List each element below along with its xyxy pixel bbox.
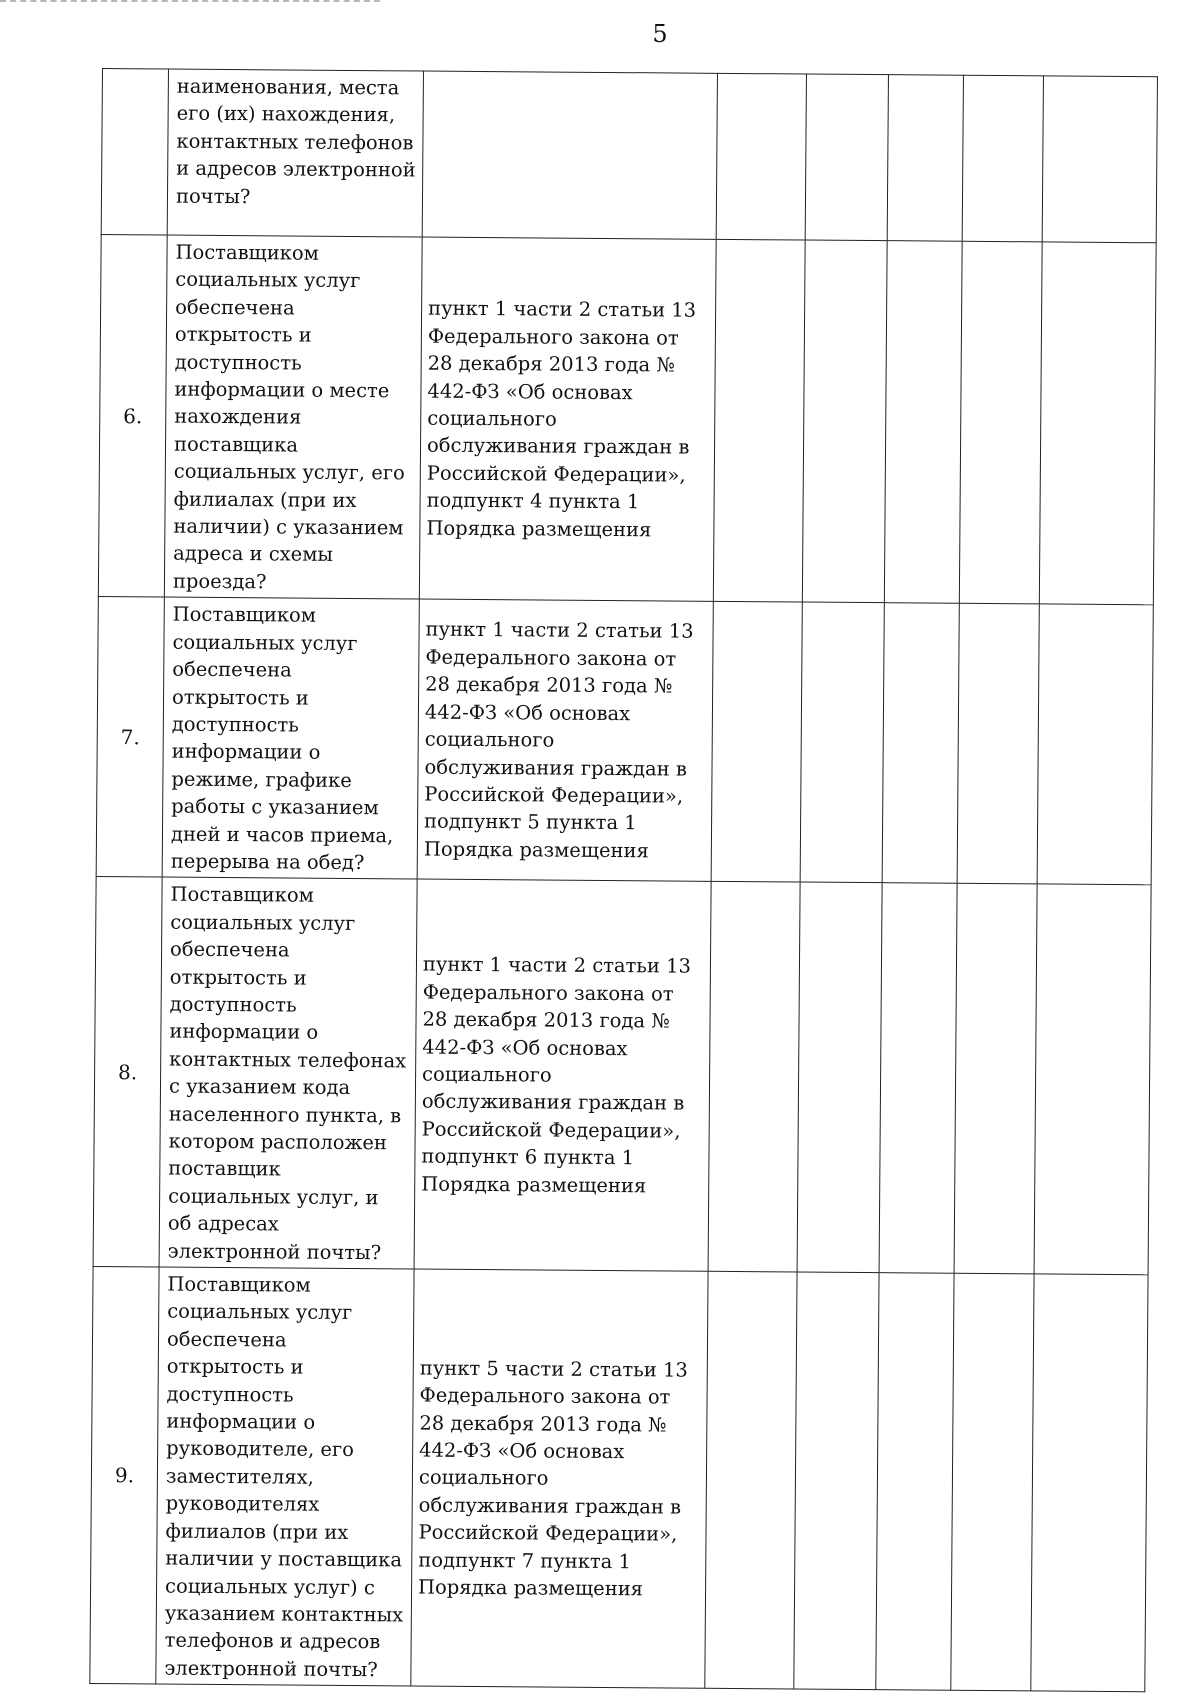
answer-cell xyxy=(879,883,957,1273)
answer-cell xyxy=(884,241,962,604)
answer-cell xyxy=(954,884,1037,1274)
legal-reference-cell xyxy=(422,71,717,239)
row-number: 8. xyxy=(93,877,162,1267)
question-cell: Поставщиком социальных услуг обеспечена открытость и доступность информации о месте нахождения поставщика социальных услуг, его филиалах (при их наличии) с указанием адреса и схемы проезда? xyxy=(164,235,422,599)
row-number: 9. xyxy=(90,1266,159,1684)
notes-cell xyxy=(1039,242,1156,605)
answer-cell xyxy=(962,75,1043,242)
question-cell: Поставщиком социальных услуг обеспечена открытость и доступность информации о режиме, графике работы с указанием дней и часов приема, перерыва на обед? xyxy=(162,597,419,879)
answer-cell xyxy=(959,241,1042,604)
answer-cell xyxy=(705,1271,797,1689)
row-number xyxy=(101,69,168,236)
page-number: 5 xyxy=(652,20,668,48)
answer-cell xyxy=(711,602,802,883)
answer-cell xyxy=(887,75,963,242)
answer-cell xyxy=(708,882,800,1272)
row-number: 6. xyxy=(98,234,167,597)
table-row xyxy=(90,1266,1148,1691)
row-number: 7. xyxy=(96,597,164,878)
answer-cell xyxy=(800,602,884,883)
answer-cell xyxy=(805,74,888,241)
answer-cell xyxy=(716,73,806,240)
table-row xyxy=(96,597,1153,885)
answer-cell xyxy=(876,1273,954,1691)
answer-cell xyxy=(794,1272,879,1690)
answer-cell xyxy=(951,1273,1034,1691)
answer-cell xyxy=(882,603,959,884)
table-row xyxy=(98,234,1156,605)
legal-reference-cell: пункт 1 части 2 статьи 13 Федерального закона от 28 декабря 2013 года № 442-ФЗ «Об основах социального обслуживания граждан в Российской Федерации», подпункт 5 пункта 1 Порядка размещения xyxy=(417,599,713,881)
answer-cell xyxy=(802,240,887,603)
legal-reference-cell: пункт 1 части 2 статьи 13 Федерального закона от 28 декабря 2013 года № 442-ФЗ «Об основах социального обслуживания граждан в Российской Федерации», подпункт 4 пункта 1 Порядка размещения xyxy=(419,237,716,602)
question-cell: Поставщиком социальных услуг обеспечена открытость и доступность информации о руководителе, его заместителях, руководителях филиалов (при их наличии у поставщика социальных услуг) с указанием контактных телефонов и адресов электронной почты? xyxy=(156,1267,414,1686)
notes-cell xyxy=(1042,76,1157,243)
legal-reference-cell: пункт 5 части 2 статьи 13 Федерального закона от 28 декабря 2013 года № 442-ФЗ «Об основах социального обслуживания граждан в Российской Федерации», подпункт 7 пункта 1 Порядка размещения xyxy=(411,1269,708,1688)
notes-cell xyxy=(1037,604,1153,885)
notes-cell xyxy=(1031,1274,1148,1692)
answer-cell xyxy=(957,604,1039,885)
table-row xyxy=(101,69,1157,243)
notes-cell xyxy=(1034,884,1151,1275)
answer-cell xyxy=(797,882,882,1272)
answer-cell xyxy=(713,239,805,602)
legal-reference-cell: пункт 1 части 2 статьи 13 Федерального закона от 28 декабря 2013 года № 442-ФЗ «Об основах социального обслуживания граждан в Российской Федерации», подпункт 6 пункта 1 Порядка размещения xyxy=(414,879,711,1271)
table-row xyxy=(93,877,1151,1275)
question-cell: Поставщиком социальных услуг обеспечена открытость и доступность информации о контактных телефонах с указанием кода населенного пункта, в котором расположен поставщик социальных услуг, и об адресах электронной почты? xyxy=(159,877,417,1269)
question-cell: наименования, места его (их) нахождения, контактных телефонов и адресов электронной почты? xyxy=(167,69,423,237)
checklist-table xyxy=(89,68,1158,1692)
scan-edge-artifact xyxy=(0,0,380,8)
